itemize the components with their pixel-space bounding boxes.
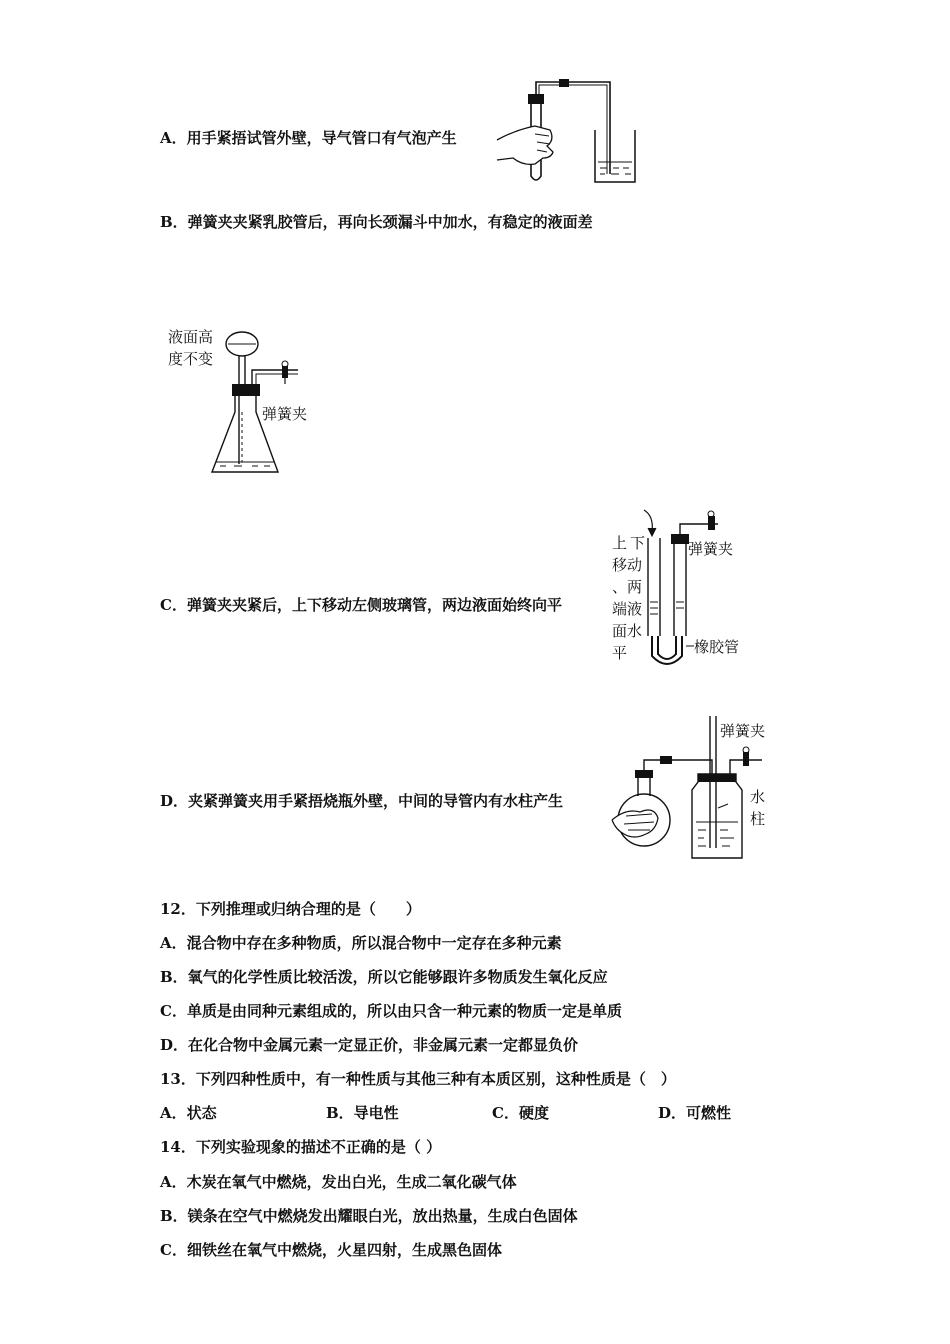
fig-c-side-2: 移动 [612,556,643,574]
fig-c-tube-label: 橡胶管 [694,638,740,656]
q12-stem: 12．下列推理或归纳合理的是（ ） [160,900,421,918]
fig-c-side-3: 、两 [612,578,643,596]
q12-option-a: A．混合物中存在多种物质，所以混合物中一定存在多种元素 [160,934,562,952]
q13-option-d: D．可燃性 [658,1104,732,1122]
fig-d-water-1: 水 [750,788,766,806]
fig-c-clamp-label: 弹簧夹 [688,540,734,558]
figure-test-tube-hand [495,74,645,186]
q11-option-d: D．夹紧弹簧夹用手紧捂烧瓶外壁，中间的导管内有水柱产生 [160,792,564,810]
q12-option-c: C．单质是由同种元素组成的，所以由只含一种元素的物质一定是单质 [160,1002,622,1020]
q12-option-d: D．在化合物中金属元素一定显正价，非金属元素一定都显负价 [160,1036,579,1054]
q12-option-b: B．氧气的化学性质比较活泼，所以它能够跟许多物质发生氧化反应 [160,968,608,986]
q13-option-c: C．硬度 [492,1104,549,1122]
fig-c-side-1: 上 [612,534,628,552]
q11-option-a: A．用手紧捂试管外壁，导气管口有气泡产生 [160,129,457,147]
q14-option-b: B．镁条在空气中燃烧发出耀眼白光，放出热量，生成白色固体 [160,1207,578,1225]
fig-c-side-4: 端液 [612,600,643,618]
q11-option-b: B．弹簧夹夹紧乳胶管后，再向长颈漏斗中加水，有稳定的液面差 [160,213,593,231]
q13-option-b: B．导电性 [326,1104,399,1122]
fig-d-water-2: 柱 [750,810,766,828]
fig-c-side-0: 下 [630,534,646,552]
fig-b-clamp-label: 弹簧夹 [262,405,308,423]
fig-c-side-6: 平 [612,644,628,662]
figure-funnel-flask [160,322,330,482]
fig-d-clamp-label: 弹簧夹 [720,722,766,740]
fig-c-side-5: 面水 [612,622,643,640]
fig-b-label-1: 液面高 [168,328,214,346]
q11-option-c: C．弹簧夹夹紧后，上下移动左侧玻璃管，两边液面始终向平 [160,596,562,614]
fig-b-label-2: 度不变 [168,350,214,368]
q14-option-a: A．木炭在氧气中燃烧，发出白光，生成二氧化碳气体 [160,1173,517,1191]
q13-option-a: A．状态 [160,1104,217,1122]
figure-u-tube [608,506,758,674]
q14-stem: 14．下列实验现象的描述不正确的是（ ） [160,1138,442,1156]
figure-flask-bottle [606,712,780,862]
q13-stem: 13．下列四种性质中，有一种性质与其他三种有本质区别，这种性质是（ ） [160,1070,676,1088]
q14-option-c: C．细铁丝在氧气中燃烧，火星四射，生成黑色固体 [160,1241,502,1259]
